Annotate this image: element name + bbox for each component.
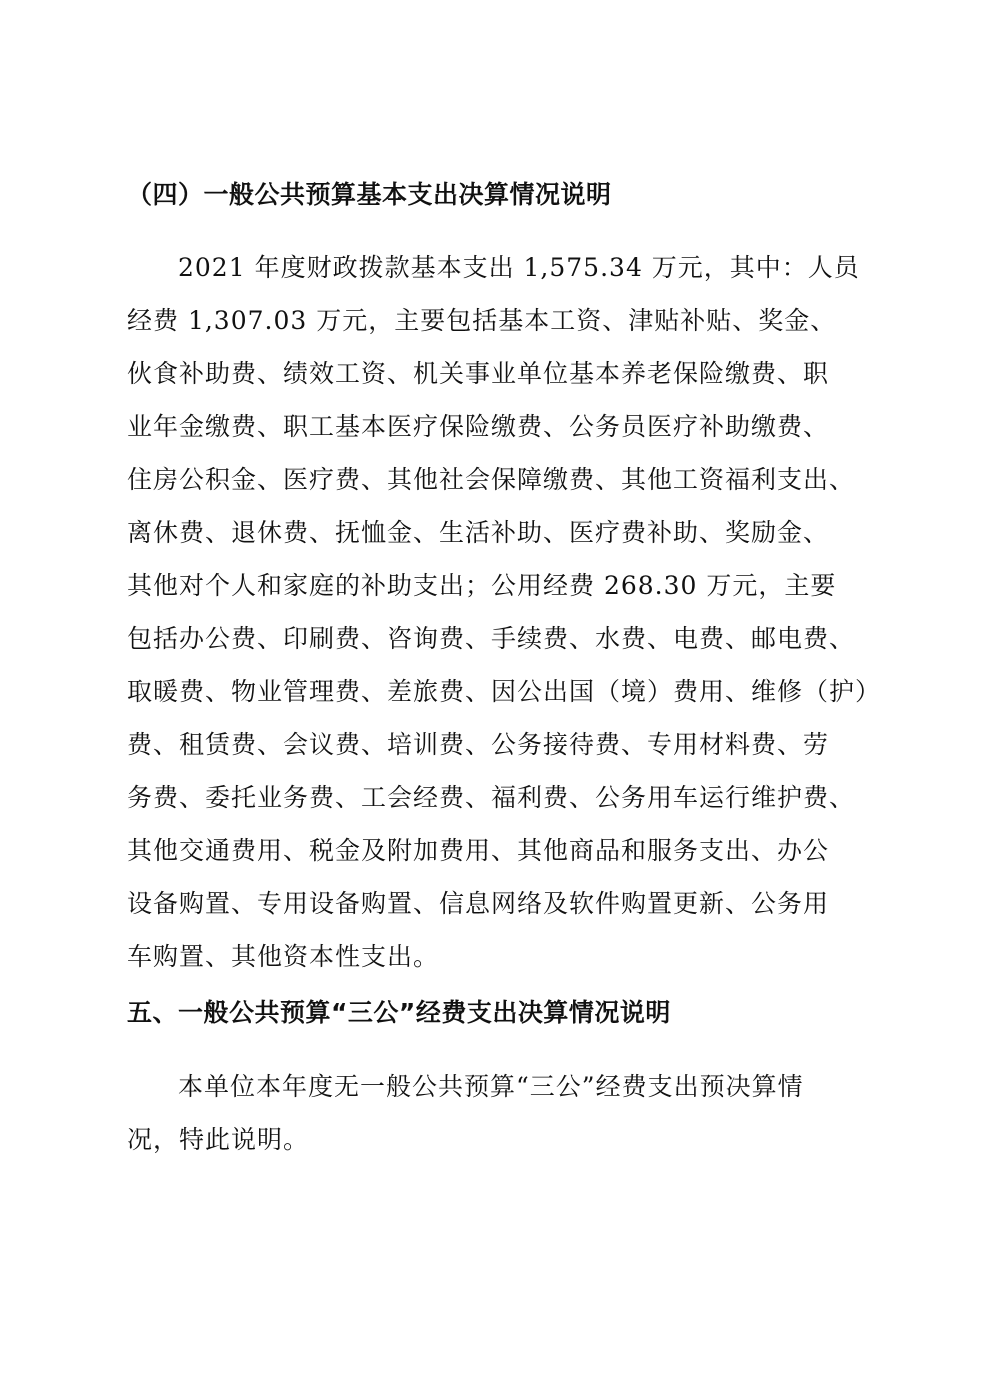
paragraph-line: 设备购置、专用设备购置、信息网络及软件购置更新、公务用 — [127, 889, 830, 918]
section-4-heading: （四）一般公共预算基本支出决算情况说明 — [127, 180, 612, 209]
section-5-heading: 五、一般公共预算“三公”经费支出决算情况说明 — [127, 998, 671, 1027]
paragraph-line: 伙食补助费、绩效工资、机关事业单位基本养老保险缴费、职 — [127, 359, 830, 388]
paragraph-line: 车购置、其他资本性支出。 — [127, 942, 440, 971]
paragraph-line: 包括办公费、印刷费、咨询费、手续费、水费、电费、邮电费、 — [127, 624, 856, 653]
paragraph-line: 况，特此说明。 — [127, 1125, 310, 1154]
paragraph-line: 经费 1,307.03 万元，主要包括基本工资、津贴补贴、奖金、 — [127, 306, 837, 335]
paragraph-line: 其他对个人和家庭的补助支出；公用经费 268.30 万元，主要 — [127, 571, 837, 600]
paragraph-line: 本单位本年度无一般公共预算“三公”经费支出预决算情 — [178, 1072, 804, 1101]
paragraph-line: 取暖费、物业管理费、差旅费、因公出国（境）费用、维修（护） — [127, 677, 882, 706]
paragraph-line: 费、租赁费、会议费、培训费、公务接待费、专用材料费、劳 — [127, 730, 830, 759]
paragraph-line: 离休费、退休费、抚恤金、生活补助、医疗费补助、奖励金、 — [127, 518, 830, 547]
paragraph-line: 住房公积金、医疗费、其他社会保障缴费、其他工资福利支出、 — [127, 465, 856, 494]
paragraph-line: 业年金缴费、职工基本医疗保险缴费、公务员医疗补助缴费、 — [127, 412, 830, 441]
paragraph-line: 务费、委托业务费、工会经费、福利费、公务用车运行维护费、 — [127, 783, 856, 812]
paragraph-line: 2021 年度财政拨款基本支出 1,575.34 万元，其中：人员 — [178, 253, 860, 282]
paragraph-line: 其他交通费用、税金及附加费用、其他商品和服务支出、办公 — [127, 836, 830, 865]
